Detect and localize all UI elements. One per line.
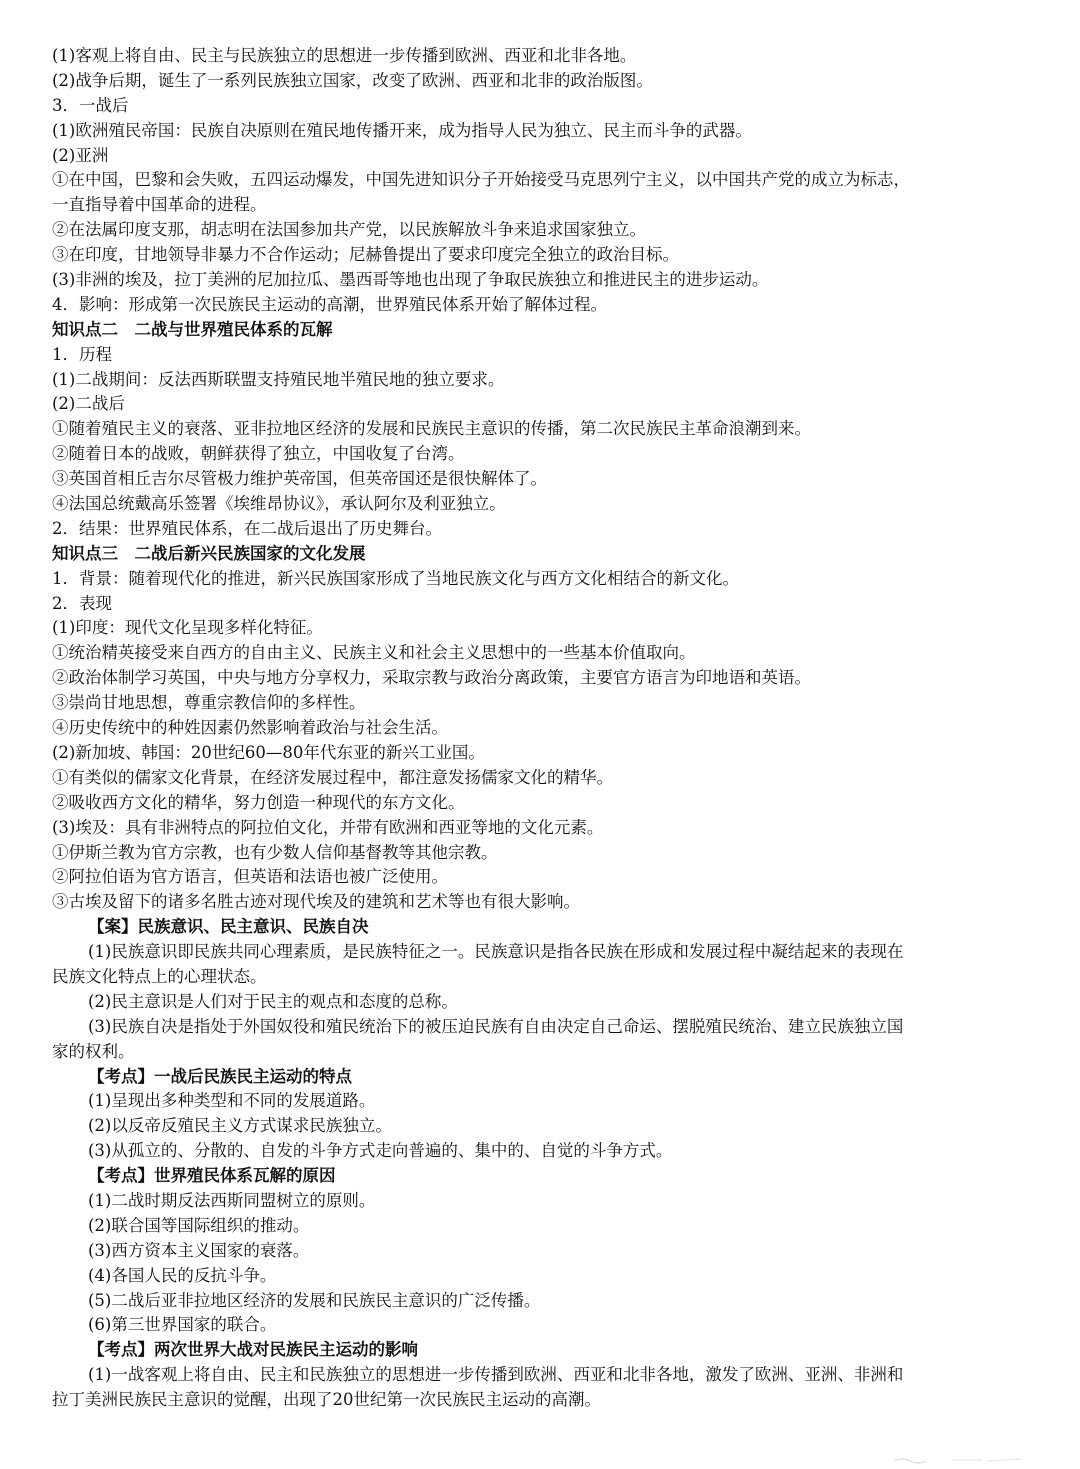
text-line: ①随着殖民主义的衰落、亚非拉地区经济的发展和民族民主意识的传播，第二次民族民主革命浪潮到来。 xyxy=(52,419,811,439)
text-line: ④法国总统戴高乐签署《埃维昂协议》，承认阿尔及利亚独立。 xyxy=(52,494,506,514)
text-line: (2)新加坡、韩国：20世纪60—80年代东亚的新兴工业国。 xyxy=(52,742,485,762)
text-line: 1．历程 xyxy=(52,344,112,364)
text-line: (1)民族意识即民族共同心理素质，是民族特征之一。民族意识是指各民族在形成和发展过程中凝结起来的表现在 xyxy=(88,942,904,962)
text-line: 3．一战后 xyxy=(52,95,129,115)
text-line: ③在印度，甘地领导非暴力不合作运动；尼赫鲁提出了要求印度完全独立的政治目标。 xyxy=(52,245,679,265)
text-line: ②政治体制学习英国，中央与地方分享权力，采取宗教与政治分离政策，主要官方语言为印地语和英语。 xyxy=(52,668,811,688)
text-line: (2)战争后期，诞生了一系列民族独立国家，改变了欧洲、西亚和北非的政治版图。 xyxy=(52,70,653,90)
text-line: (1)呈现出多种类型和不同的发展道路。 xyxy=(88,1091,376,1111)
section-heading: 知识点三 二战后新兴民族国家的文化发展 xyxy=(52,543,366,563)
section-heading: 【考点】两次世界大战对民族民主运动的影响 xyxy=(88,1340,418,1360)
text-line: ③英国首相丘吉尔尽管极力维护英帝国，但英帝国还是很快解体了。 xyxy=(52,469,547,489)
text-line: (3)从孤立的、分散的、自发的斗争方式走向普遍的、集中的、自觉的斗争方式。 xyxy=(88,1141,673,1161)
text-line: 4．影响：形成第一次民族民主运动的高潮，世界殖民体系开始了解体过程。 xyxy=(52,294,607,314)
text-line: 民族文化特点上的心理状态。 xyxy=(52,966,267,986)
text-line: ④历史传统中的种姓因素仍然影响着政治与社会生活。 xyxy=(52,718,448,738)
text-line: 1．背景：随着现代化的推进，新兴民族国家形成了当地民族文化与西方文化相结合的新文化。 xyxy=(52,568,739,588)
text-line: 2．表现 xyxy=(52,593,112,613)
section-heading: 【考点】世界殖民体系瓦解的原因 xyxy=(88,1166,336,1186)
text-line: (5)二战后亚非拉地区经济的发展和民族民主意识的广泛传播。 xyxy=(88,1290,541,1310)
text-line: (2)民主意识是人们对于民主的观点和态度的总称。 xyxy=(88,991,458,1011)
text-line: (1)欧洲殖民帝国：民族自决原则在殖民地传播开来，成为指导人民为独立、民主而斗争的武器。 xyxy=(52,120,752,140)
text-line: ②阿拉伯语为官方语言，但英语和法语也被广泛使用。 xyxy=(52,867,448,887)
text-line: ①统治精英接受来自西方的自由主义、民族主义和社会主义思想中的一些基本价值取向。 xyxy=(52,643,696,663)
text-line: (2)以反帝反殖民主义方式谋求民族独立。 xyxy=(88,1116,392,1136)
text-line: ②在法属印度支那，胡志明在法国参加共产党，以民族解放斗争来追求国家独立。 xyxy=(52,220,646,240)
text-line: (2)联合国等国际组织的推动。 xyxy=(88,1215,310,1235)
text-line: (1)客观上将自由、民主与民族独立的思想进一步传播到欧洲、西亚和北非各地。 xyxy=(52,46,637,65)
text-line: (1)二战时期反法西斯同盟树立的原则。 xyxy=(88,1190,376,1210)
text-line: (3)非洲的埃及，拉丁美洲的尼加拉瓜、墨西哥等地也出现了争取民族独立和推进民主的进步运动。 xyxy=(52,270,769,290)
text-line: (3)埃及：具有非洲特点的阿拉伯文化，并带有欧洲和西亚等地的文化元素。 xyxy=(52,817,604,837)
text-line: 家的权利。 xyxy=(52,1041,135,1061)
text-line: ①有类似的儒家文化背景，在经济发展过程中，都注意发扬儒家文化的精华。 xyxy=(52,767,613,787)
text-line: ①伊斯兰教为官方宗教，也有少数人信仰基督教等其他宗教。 xyxy=(52,842,498,862)
text-line: (2)二战后 xyxy=(52,394,125,414)
text-line: (1)二战期间：反法西斯联盟支持殖民地半殖民地的独立要求。 xyxy=(52,369,505,389)
text-line: (2)亚洲 xyxy=(52,145,109,165)
text-line: ③崇尚甘地思想，尊重宗教信仰的多样性。 xyxy=(52,693,366,713)
text-line: (4)各国人民的反抗斗争。 xyxy=(88,1265,277,1285)
section-heading: 知识点二 二战与世界殖民体系的瓦解 xyxy=(52,319,333,339)
text-line: ③古埃及留下的诸多名胜古迹对现代埃及的建筑和艺术等也有很大影响。 xyxy=(52,892,580,912)
section-heading: 【案】民族意识、民主意识、民族自决 xyxy=(88,917,369,937)
document-body xyxy=(52,44,1042,1413)
text-line: (1)印度：现代文化呈现多样化特征。 xyxy=(52,618,323,638)
text-line: (6)第三世界国家的联合。 xyxy=(88,1315,277,1335)
text-line: (1)一战客观上将自由、民主和民族独立的思想进一步传播到欧洲、西亚和北非各地，激发了欧洲、亚洲、非洲和 xyxy=(88,1365,904,1385)
text-line: (3)西方资本主义国家的衰落。 xyxy=(88,1240,310,1260)
text-line: ②吸收西方文化的精华，努力创造一种现代的东方文化。 xyxy=(52,792,465,812)
section-heading: 【考点】一战后民族民主运动的特点 xyxy=(88,1066,352,1086)
text-line: (3)民族自决是指处于外国奴役和殖民统治下的被压迫民族有自由决定自己命运、摆脱殖民统治、建立民族独立国 xyxy=(88,1016,904,1036)
text-line: 拉丁美洲民族民主意识的觉醒，出现了20世纪第一次民族民主运动的高潮。 xyxy=(52,1390,601,1410)
text-line: 一直指导着中国革命的进程。 xyxy=(52,195,267,215)
watermark-fragment xyxy=(892,1455,1032,1465)
text-line: ①在中国，巴黎和会失败，五四运动爆发，中国先进知识分子开始接受马克思列宁主义，以中国共产党的成立为标志， xyxy=(52,170,910,190)
text-line: ②随着日本的战败，朝鲜获得了独立，中国收复了台湾。 xyxy=(52,444,465,464)
text-line: 2．结果：世界殖民体系，在二战后退出了历史舞台。 xyxy=(52,518,442,538)
